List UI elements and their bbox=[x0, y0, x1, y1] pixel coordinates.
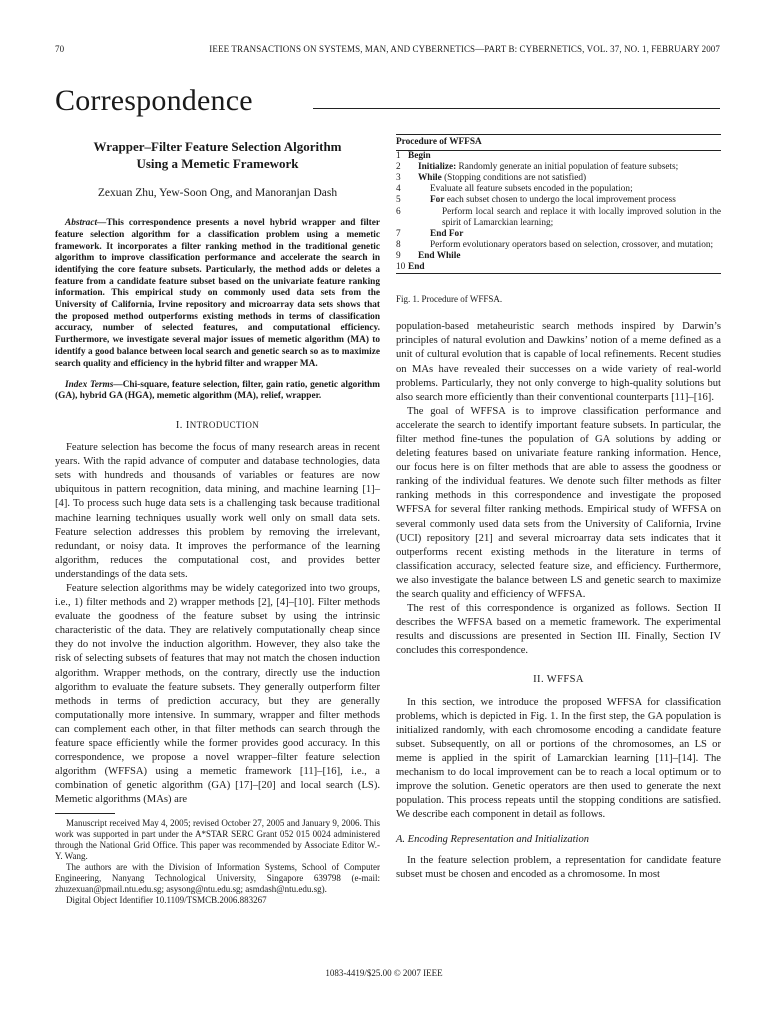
algorithm-statement: (Stopping conditions are not satisfied) bbox=[441, 173, 587, 184]
footnote-doi: Digital Object Identifier 10.1109/TSMCB.2006.883267 bbox=[66, 895, 267, 906]
left-column bbox=[55, 134, 380, 906]
right-paragraph-5: In the feature selection problem, a representation for candidate feature subset must be chosen and encoded as a chromosome. In most bbox=[396, 854, 721, 880]
algorithm-line bbox=[396, 240, 721, 251]
paper-title bbox=[55, 138, 380, 172]
intro-heading-sc: NTRODUCTION bbox=[189, 419, 260, 430]
algorithm-line bbox=[396, 195, 721, 206]
abstract-text: This correspondence presents a novel hybrid wrapper and filter feature selection algorithm for a classification problem using a memetic framework. It incorporates a filter ranking method in the traditional genetic algorithm to improve classification performance and accelerate the search in identifying the core feature subsets. Particularly, the method adds or deletes a feature from a candidate feature subset based on the univariate feature ranking information. This empirical study on commonly used data sets from the University of California, Irvine repository and microarray data sets shows that the proposed method outperforms existing methods in terms of classification accuracy, number of selected features, and computational efficiency. Furthermore, we investigate several major issues of memetic algorithm (MA) to identify a good balance between local search and genetic search so as to maximize search quality and efficiency in the hybrid filter and wrapper MA. bbox=[55, 218, 380, 369]
algorithm-line-text bbox=[408, 184, 721, 195]
footnote-authors: The authors are with the Division of Information Systems, School of Computer Engineering, Nanyang Technological University, Singapore 639798 (e-mail: zhuzexuan@pmail.ntu.edu.sg; asysong@ntu.edu.sg; asmdash@ntu.edu.sg). bbox=[55, 862, 380, 895]
algorithm-line-text bbox=[408, 162, 721, 173]
intro-heading bbox=[55, 418, 380, 433]
algorithm-line-number: 2 bbox=[396, 162, 401, 173]
title-line-2: Using a Memetic Framework bbox=[136, 156, 299, 171]
figure-caption: Fig. 1. Procedure of WFFSA. bbox=[396, 294, 503, 305]
algorithm-line bbox=[396, 184, 721, 195]
algorithm-line-text bbox=[408, 151, 721, 162]
intro-paragraph-2: Feature selection algorithms may be widely categorized into two groups, i.e., 1) filter methods and 2) wrapper methods [2], [4]–[10]. Filter methods evaluate the goodness of the feature subset by using the intrinsic characteristic of the data. They are relatively computationally cheap since they do not involve the induction algorithm. However, they also take the risk of selecting subsets of features that may not match the chosen induction algorithm. Wrapper methods, on the contrary, directly use the induction algorithm to evaluate the feature subsets. They generally outperform filter methods in terms of prediction accuracy, but they are generally computationally more intensive. In summary, wrapper and filter methods can complement each other, in that filter methods can search through the feature space efficiently while the former provides good accuracy. In this correspondence, we propose a novel wrapper–filter feature selection algorithm (WFFSA) using a memetic framework [11]–[16], i.e., a combination of genetic algorithm (GA) [17]–[20] and local search (LS). Memetic algorithms (MAs) are bbox=[55, 582, 380, 806]
journal-title: IEEE TRANSACTIONS ON SYSTEMS, MAN, AND CYBERNETICS—PART B: CYBERNETICS, VOL. 37, NO. 1, FEBRUARY 2007 bbox=[209, 44, 720, 54]
algorithm-line bbox=[396, 173, 721, 184]
algorithm-keyword: End bbox=[408, 262, 425, 273]
algorithm-line-text bbox=[408, 207, 721, 229]
algorithm-title: Procedure of WFFSA bbox=[396, 135, 721, 151]
algorithm-line-text bbox=[408, 251, 721, 262]
algorithm-lines bbox=[396, 151, 721, 273]
algorithm-line-number: 4 bbox=[396, 184, 401, 195]
algorithm-statement: Perform local search and replace it with locally improved solution in the spirit of Lamarckian learning; bbox=[442, 206, 721, 228]
right-paragraph-2: The goal of WFFSA is to improve classification performance and accelerate the search to identify important feature subsets. In particular, the filter method fine-tunes the population of GA solutions by adding or deleting features based on univariate feature ranking information. Hence, our focus here is on filter methods that are able to assess the goodness or ranking of the individual features. We denote such filter methods as filter ranking methods in this correspondence and investigate the proposed WFFSA for several filter ranking methods. Empirical study of WFFSA on several commonly used data sets from the University of California, Irvine (UCI) repository [21] and several microarray data sets indicates that it outperforms recent existing methods in the literature in terms of classification accuracy, selected feature size, and efficiency. Furthermore, we also investigate the balance between LS and genetic search to maximize the search quality and efficiency of WFFSA. bbox=[396, 405, 721, 600]
section-rule bbox=[313, 108, 720, 109]
algorithm-line-text bbox=[408, 173, 721, 184]
algorithm-statement: each subset chosen to undergo the local improvement process bbox=[444, 195, 676, 206]
algorithm-line-number: 1 bbox=[396, 151, 401, 162]
algorithm-keyword: Begin bbox=[408, 151, 431, 162]
algorithm-line-text bbox=[408, 262, 721, 273]
algorithm-box bbox=[396, 134, 721, 274]
algorithm-keyword: While bbox=[418, 173, 442, 184]
right-paragraph-1: population-based metaheuristic search methods inspired by Darwin’s principles of natural evolution and Dawkins’ notion of a meme defined as a unit of cultural evolution that is capable of local refinements. Recent studies on MAs have revealed their successes on a wide variety of real-world problems. Particularly, they not only converge to high-quality solutions but also search more efficiently than their conventional counterparts [11]–[16]. bbox=[396, 321, 721, 403]
algorithm-line-number: 8 bbox=[396, 239, 401, 250]
algorithm-line-text bbox=[408, 195, 721, 206]
section-banner bbox=[55, 82, 720, 116]
title-line-1: Wrapper–Filter Feature Selection Algorithm bbox=[93, 139, 342, 154]
algorithm-line-number: 10 bbox=[396, 262, 406, 273]
right-paragraph-4: In this section, we introduce the proposed WFFSA for classification problems, which is depicted in Fig. 1. In the first step, the GA population is initialized randomly, with each chromosome encoding a candidate feature subset. Subsequently, on all or portions of the chromosomes, an LS or meme is applied in the spirit of Lamarckian learning [11]–[14]. The mechanism to do local improvement can be to reach a local optimum or to improve the solution. Genetic operators are then used to generate the next population. This process repeats until the stopping conditions are satisfied. We describe each component in detail as follows. bbox=[396, 696, 721, 821]
algorithm-line bbox=[396, 251, 721, 262]
right-column bbox=[396, 134, 721, 882]
algorithm-line-number: 7 bbox=[396, 228, 401, 239]
algorithm-line-number: 6 bbox=[396, 206, 401, 217]
algorithm-keyword: End For bbox=[430, 228, 464, 239]
index-terms-text: Chi-square, feature selection, filter, gain ratio, genetic algorithm (GA), hybrid GA (HGA), memetic algorithm (MA), relief, wrapper. bbox=[55, 379, 380, 402]
algorithm-line bbox=[396, 262, 721, 273]
algorithm-line bbox=[396, 229, 721, 240]
algorithm-line-text bbox=[408, 240, 721, 251]
algorithm-line-number: 3 bbox=[396, 173, 401, 184]
algorithm-keyword: End While bbox=[418, 250, 461, 261]
intro-paragraph-1: Feature selection has become the focus of many research areas in recent years. With the rapid advance of computer and database technologies, data sets with hundreds and thousands of variables or features are now ubiquitous in pattern recognition, data mining, and machine learning [1]–[4]. To process such huge data sets is a challenging task because traditional machine learning techniques usually work well only on small data sets. Feature selection addresses this problem by removing the irrelevant, redundant, or noisy data. It improves the performance of the learning algorithm, reduces the computational cost, and provides better understandings of the data sets. bbox=[55, 442, 380, 580]
algorithm-line bbox=[396, 162, 721, 173]
abstract bbox=[55, 218, 380, 370]
footnote-manuscript: Manuscript received May 4, 2005; revised October 27, 2005 and January 9, 2006. This work was supported in part under the A*STAR SERC Grant 052 015 0024 administered through the National Grid Office. This paper was recommended by Associate Editor W.-Y. Wang. bbox=[55, 818, 380, 862]
index-terms bbox=[55, 380, 380, 403]
subsection-a-heading: A. Encoding Representation and Initialization bbox=[396, 834, 589, 846]
algorithm-line-number: 5 bbox=[396, 195, 401, 206]
algorithm-statement: Randomly generate an initial population of feature subsets; bbox=[456, 162, 679, 173]
intro-heading-num: I. I bbox=[175, 419, 190, 431]
algorithm-line bbox=[396, 207, 721, 229]
algorithm-statement: Perform evolutionary operators based on selection, crossover, and mutation; bbox=[430, 239, 714, 250]
right-paragraph-3: The rest of this correspondence is organized as follows. Section II describes the WFFSA based on a memetic framework. The experimental results and discussions are presented in Section III. Finally, Section IV concludes this correspondence. bbox=[396, 603, 721, 657]
page-number: 70 bbox=[55, 44, 65, 54]
algorithm-statement: Evaluate all feature subsets encoded in the population; bbox=[430, 184, 633, 195]
algorithm-line bbox=[396, 151, 721, 162]
section-2-heading: II. WFFSA bbox=[533, 674, 584, 686]
paper-authors: Zexuan Zhu, Yew-Soon Ong, and Manoranjan Dash bbox=[97, 187, 338, 199]
index-terms-label: Index Terms— bbox=[65, 379, 123, 390]
algorithm-line-text bbox=[408, 229, 721, 240]
algorithm-keyword: For bbox=[430, 195, 445, 206]
footnote-rule bbox=[55, 813, 115, 814]
algorithm-keyword: Initialize: bbox=[418, 162, 457, 173]
copyright-footer: 1083-4419/$25.00 © 2007 IEEE bbox=[325, 968, 443, 978]
section-label: Correspondence bbox=[55, 84, 253, 117]
algorithm-line-number: 9 bbox=[396, 250, 401, 261]
abstract-label: Abstract— bbox=[65, 218, 107, 229]
